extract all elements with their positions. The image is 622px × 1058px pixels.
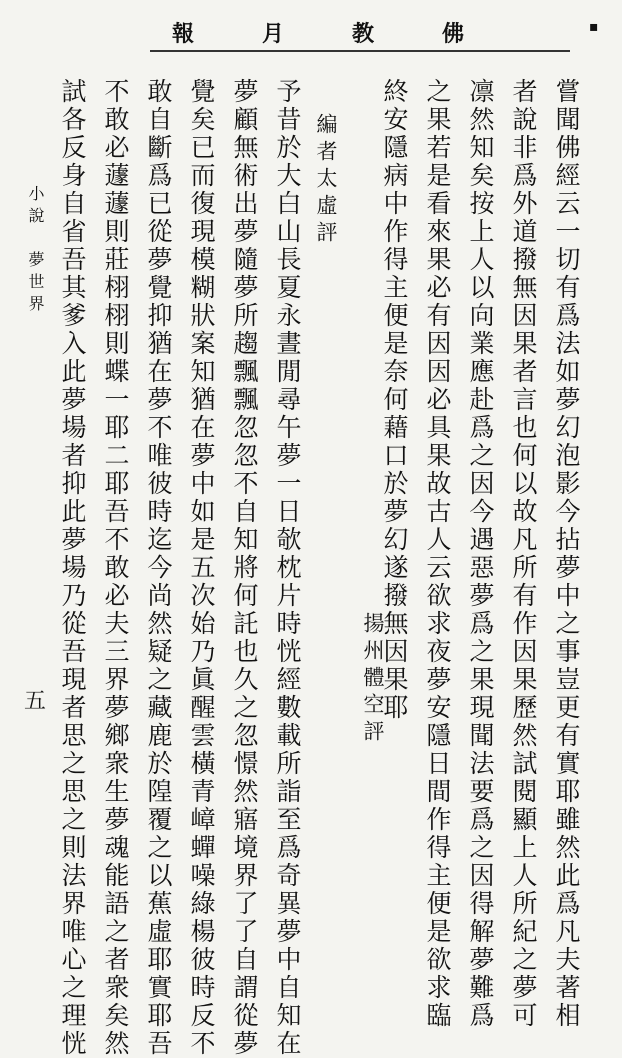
header-char: 報 [172,21,195,47]
editor-comment-heading: 編者太虛評 [314,113,338,248]
text-column: 敢自斷爲已從夢覺抑猶在夢不唯彼時迄今尚然疑之藏鹿於隍覆之以蕉虛耶實耶吾 [144,78,173,1058]
page-number: 五 [24,689,47,714]
page-header [150,18,570,52]
text-column: 終安隱病中作得主便是奈何藉口於夢幻遂撥無因果耶 [380,78,409,722]
text-column: 覺矣已而復現模糊狀案知猶在夢中如是五次始乃眞醒雲橫青嶂蟬噪綠楊彼時反不 [187,78,216,1058]
text-column: 者說非爲外道撥無因果者言也何以故凡所有作因果歷然試閱顯上人所紀之夢可 [509,78,538,1030]
text-column: 予昔於大白山長夏永晝閒尋午夢一日欹枕片時恍經數載所詣至爲奇異夢中自知在 [273,78,302,1058]
text-column: 試各反身自省吾其爹入此夢場者抑此夢場乃從吾現者思之思之則法界唯心之理恍 [58,78,87,1058]
text-column: 凛然知矣按上人以向業應赴爲之因今遇惡夢爲之果現聞法要爲之因得解夢難爲 [466,78,495,1030]
text-column: 不敢必蘧蘧則莊栩栩則蝶一耶二耶吾不敢必夫三界夢鄉衆生夢魂能語之者衆矣然 [101,78,130,1058]
header-char: 佛 [442,21,465,47]
header-char: 教 [352,21,375,47]
text-column: 之果若是看來果必有因因必具果故古人云欲求夜夢安隱日間作得主便是欲求臨 [423,78,452,1030]
header-char: 月 [262,21,285,47]
corner-mark: ▪ [589,19,599,35]
text-column: 夢顧無術出夢隨夢所趨飄飄忽忽不自知將何託也久之忽憬然寤境界了了自謂從夢 [230,78,259,1058]
text-column: 嘗聞佛經云一切有爲法如夢幻泡影今拈夢中之事豈更有實耶雖然此爲凡夫著相 [552,78,581,1030]
section-footer-label: 小說 夢世界 [26,185,45,317]
commentator-signature: 揚州體空評 [361,612,385,747]
